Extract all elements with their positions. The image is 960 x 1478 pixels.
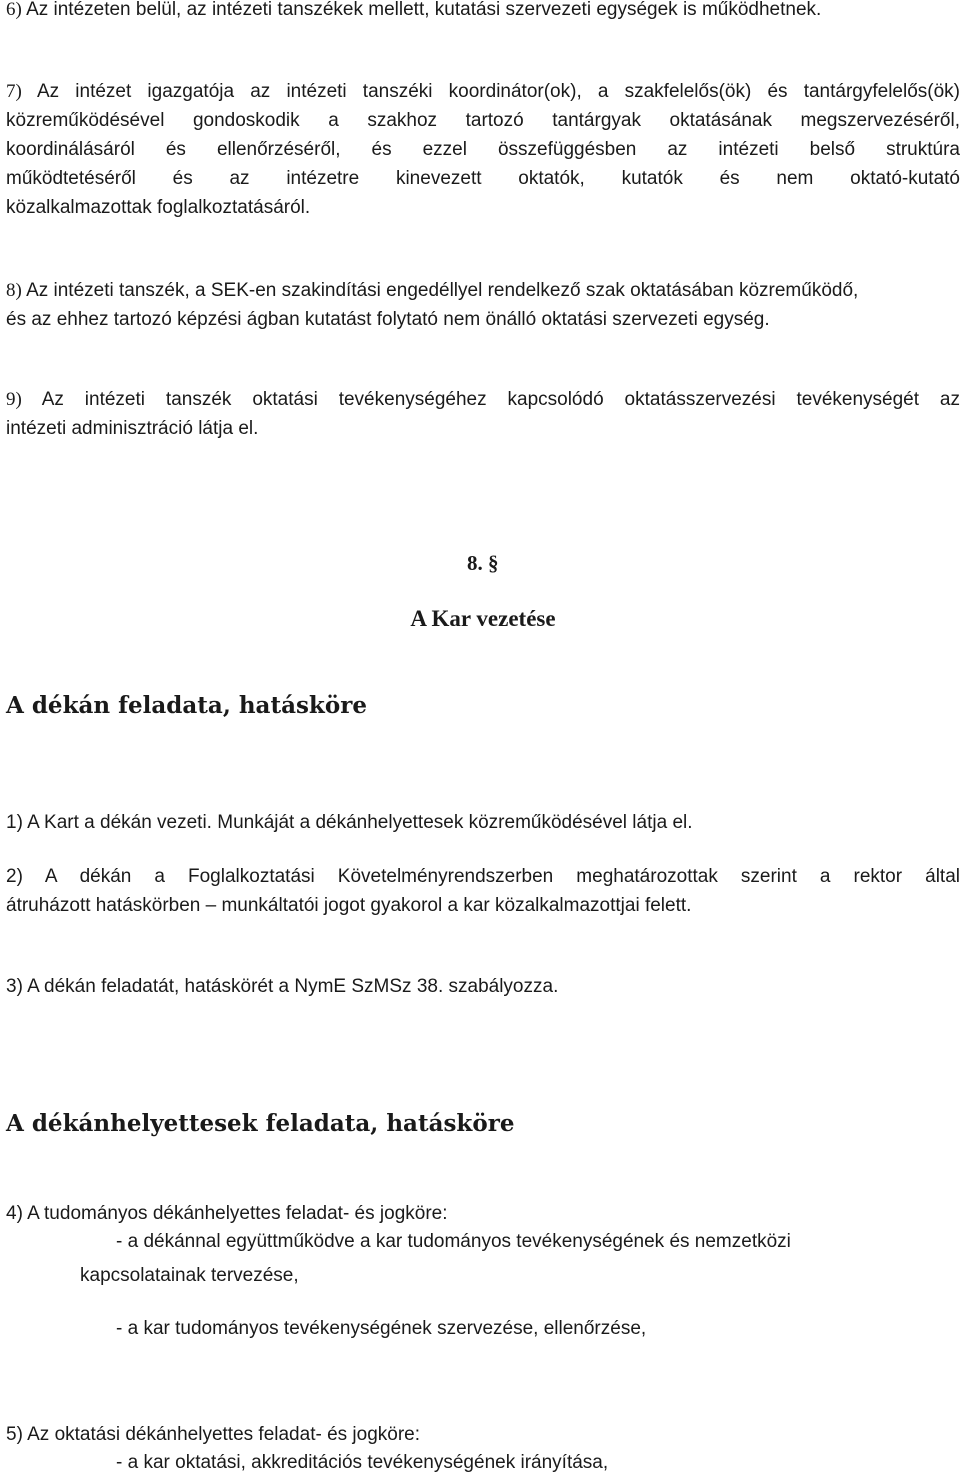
vicedean-item-4-bullet-1: - a dékánnal együttműködve a kar tudományos tevékenységének és nemzetközi [116, 1231, 791, 1252]
vicedean-item-4-bullet-2: - a kar tudományos tevékenységének szervezése, ellenőrzése, [116, 1318, 647, 1339]
paragraph-number: 8) [6, 280, 22, 301]
paragraph-text: Az intézeti tanszék oktatási tevékenységéhez kapcsolódó oktatásszervezési tevékenységét az [41, 389, 960, 410]
paragraph-text: Az intézet igazgatója az intézeti tanszéki koordinátor(ok), a szakfelelős(ök) és tantárgyfelelős(ök) [36, 81, 960, 102]
vicedean-item-4-bullet-1-cont: kapcsolatainak tervezése, [80, 1265, 299, 1286]
section-title: A Kar vezetése [410, 606, 556, 631]
paragraph-line: intézeti adminisztráció látja el. [6, 418, 259, 439]
paragraph-line [6, 276, 960, 305]
paragraph-line: működtetéséről és az intézetre kinevezett oktatók, kutatók és nem oktató-kutató [6, 168, 960, 189]
dean-item-3 [6, 972, 960, 1001]
dean-heading: A dékán feladata, hatásköre [6, 692, 367, 719]
paragraph-number: 9) [6, 389, 22, 410]
dean-item-2-line-2: átruházott hatáskörben – munkáltatói jogot gyakorol a kar közalkalmazottjai felett. [6, 895, 692, 916]
paragraph-text: Az intézeti tanszék, a SEK-en szakindítási engedéllyel rendelkező szak oktatásában közreműködő, [26, 280, 859, 301]
paragraph-text: Az intézeten belül, az intézeti tanszékek mellett, kutatási szervezeti egységek is működhetnek. [26, 0, 822, 20]
paragraph-number: 6) [6, 0, 22, 20]
section-number-text: 8. [467, 551, 483, 575]
paragraph-line: és az ehhez tartozó képzési ágban kutatást folytató nem önálló oktatási szervezeti egység. [6, 309, 770, 330]
section-sign-icon: § [482, 551, 499, 575]
paragraph-line: közreműködésével gondoskodik a szakhoz tartozó tantárgyak oktatásának megszervezéséről, [6, 110, 960, 131]
paragraph-6 [6, 0, 960, 24]
vicedean-item-5-intro: 5) Az oktatási dékánhelyettes feladat- és jogköre: [6, 1424, 421, 1445]
vicedeans-heading: A dékánhelyettesek feladata, hatásköre [6, 1110, 515, 1137]
dean-item-2-line-1: 2) A dékán a Foglalkoztatási Követelményrendszerben meghatározottak szerint a rektor által [6, 866, 960, 887]
paragraph-number: 7) [6, 81, 22, 102]
vicedean-item-5-bullet-1: - a kar oktatási, akkreditációs tevékenységének irányítása, [116, 1452, 609, 1473]
section-number [467, 548, 499, 578]
paragraph-line: koordinálásáról és ellenőrzéséről, és ezzel összefüggésben az intézeti belső struktúra [6, 139, 960, 160]
paragraph-line: közalkalmazottak foglalkoztatásáról. [6, 197, 311, 218]
vicedean-item-4-intro: 4) A tudományos dékánhelyettes feladat- és jogköre: [6, 1203, 448, 1224]
paragraph-line [6, 385, 960, 414]
dean-item-1: 1) A Kart a dékán vezeti. Munkáját a dékánhelyettesek közreműködésével látja el. [6, 812, 693, 833]
dean-item-3-text: 3) A dékán feladatát, hatáskörét a NymE SzMSz 38. szabályozza. [6, 976, 559, 997]
paragraph-line [6, 77, 960, 106]
